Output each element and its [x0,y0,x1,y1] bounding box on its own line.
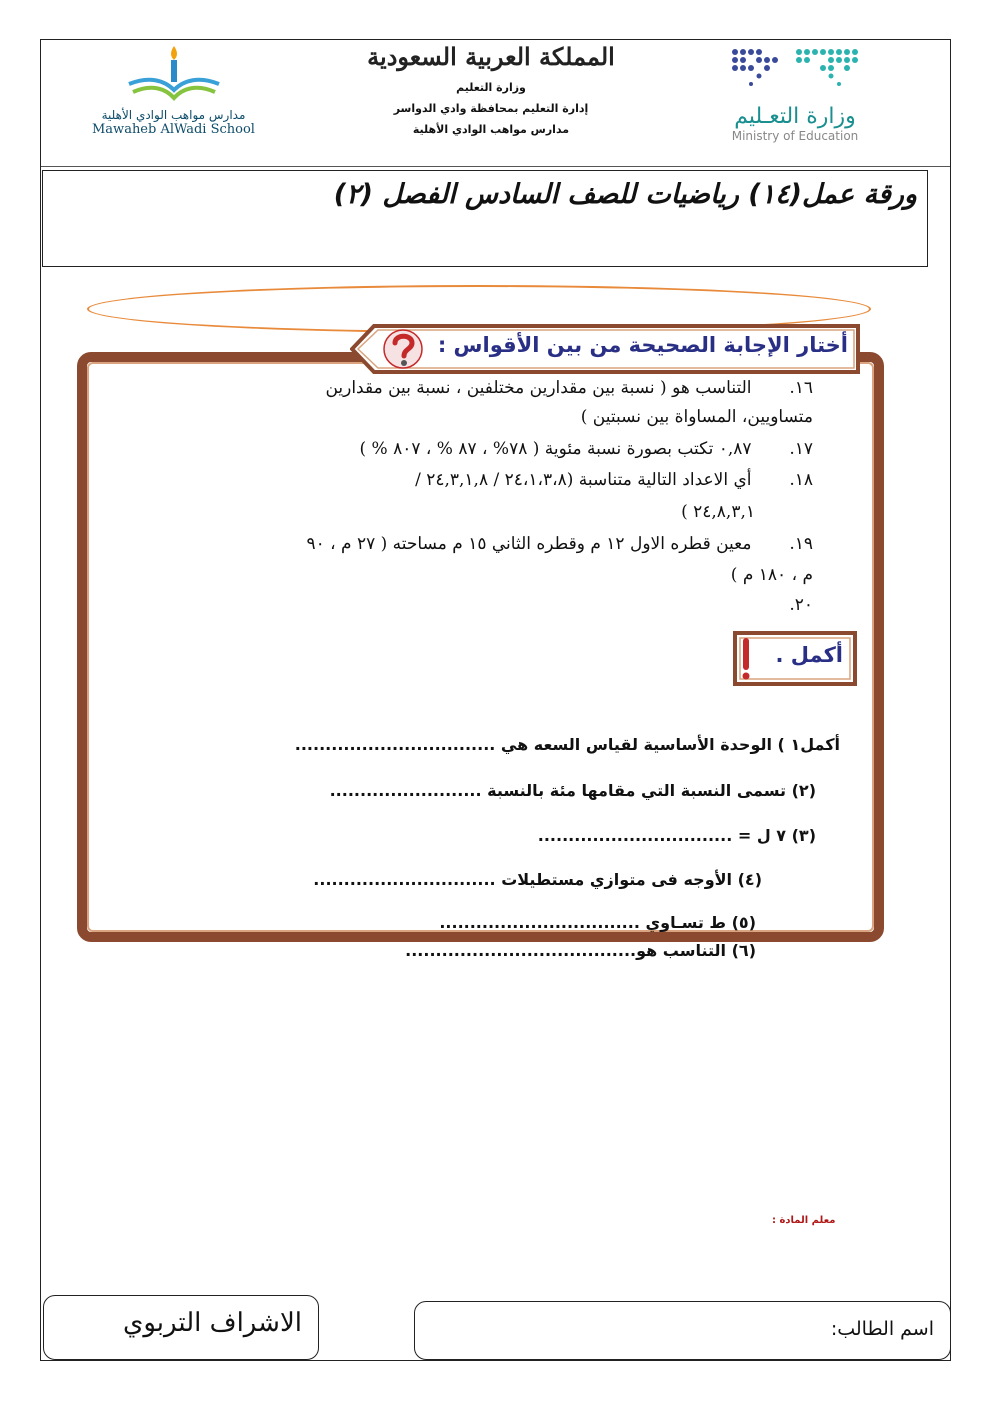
complete-item-2: (٢) تسمى النسبة التي مقامها مئة بالنسبة ......................... [329,781,816,800]
question-number: ١٧. [789,439,813,459]
header-divider [41,166,950,167]
kingdom-calligraphy: المملكة العربية السعودية [367,42,615,71]
question-number: ١٩. [789,534,813,554]
school-name-en: Mawaheb AlWadi School [92,122,255,137]
student-name-box[interactable] [414,1301,951,1360]
supervision-box [43,1295,319,1360]
exclamation-mark-icon [737,637,755,683]
ministry-logo [725,44,865,143]
question-18-cont: ٢٤,٨,٣,١ ) [681,502,755,522]
administration-label: إدارة التعليم بمحافظة وادي الدواسر [393,102,589,115]
question-text: معين قطره الاول ١٢ م وقطره الثاني ١٥ م مساحته ( ٢٧ م ، ٩٠ [306,534,752,554]
header-center [360,42,622,136]
question-18 [415,470,813,490]
question-16-cont: متساويين، المساواة بين نسبتين ) [580,407,813,427]
question-text: التناسب هو ( نسبة بين مقدارين مختلفين ، نسبة بين مقدارين [325,378,752,398]
question-text: ٠,٨٧ تكتب بصورة نسبة مئوية ( ٧٨% ، ٨٧ % ، ٨٠٧ % ) [359,439,752,459]
complete-item-4: (٤) الأوجه فى متوازي مستطيلات .............................. [313,870,762,889]
complete-item-5: (٥) ط تسـاوي ................................. [439,913,756,932]
complete-item-6: (٦) التناسب هو...................................... [405,941,756,960]
question-number: ١٦. [789,378,813,398]
ministry-label: وزارة التعليم [456,81,526,94]
section1-banner [350,324,862,374]
question-text: أي الاعداد التالية متناسبة (٢٤،١،٣،٨ / ٢٤,٣,١,٨ / [415,470,752,490]
dots-pattern-icon [725,44,865,98]
ministry-name-en: Ministry of Education [731,129,859,143]
question-19-cont: م ، ١٨٠ م ) [730,565,813,585]
question-20 [789,595,813,615]
question-number: ٢٠. [789,595,813,615]
school-logo [86,40,261,152]
title-box [42,170,928,267]
question-mark-icon [382,328,424,370]
section1-heading: أختار الإجابة الصحيحة من بين الأقواس : [437,333,848,357]
supervision-label: الاشراف التربوي [123,1308,302,1338]
open-book-torch-icon [119,40,229,106]
section2-banner [733,631,857,686]
student-name-label: اسم الطالب: [830,1318,934,1340]
teacher-label: معلم المادة : [772,1215,836,1226]
complete-item-3: (٣) ٧ ل = ................................ [537,826,816,845]
school-label: مدارس مواهب الوادي الأهلية [412,123,570,136]
complete-item-1: أكمل١ ) الوحدة الأساسية لقياس السعه هي ................................. [294,735,840,754]
school-name-ar: مدارس مواهب الوادي الأهلية [101,108,246,122]
question-number: ١٨. [789,470,813,490]
question-16 [325,378,813,398]
worksheet-title: ورقة عمل(١٤) رياضيات للصف السادس الفصل (٢) [333,179,917,210]
ministry-name-ar: وزارة التعـليم [734,104,856,129]
question-17 [359,439,813,459]
section2-heading: أكمل . [775,643,843,667]
question-19 [306,534,813,554]
